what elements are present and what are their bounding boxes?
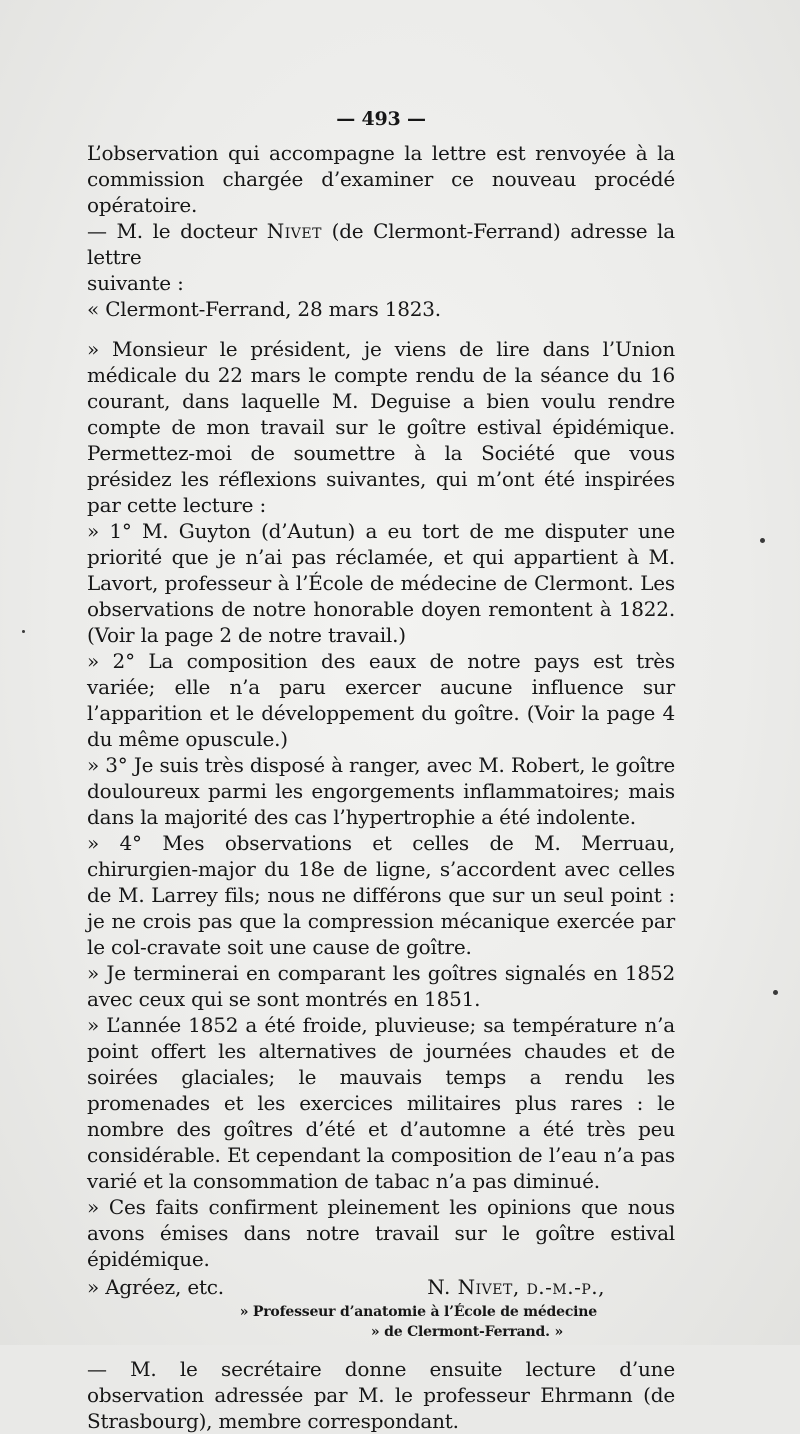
nivet-suffix: (de Clermont-Ferrand) adresse la lettre <box>87 219 675 269</box>
paragraph-year-1852: » L’année 1852 a été froide, pluvieuse; sa température n’a point offert les alternatives de journées chaudes et de soirées glaciales; le mauvais temps a rendu les promenades et les exercices militaires plus rares : le nombre des goîtres d’été et d’automne a été très peu considérable. Et cependant la composition de l’eau n’a pas varié et la consommation de tabac n’a pas diminué. <box>87 1013 675 1193</box>
paragraph-point-2: » 2° La composition des eaux de notre pays est très variée; elle n’a paru exercer aucune influence sur l’apparition et le développement du goître. (Voir la page 4 du même opuscule.) <box>87 649 675 751</box>
nivet-name: Nivet <box>266 219 322 243</box>
paragraph-comparison: » Je terminerai en comparant les goîtres signalés en 1852 avec ceux qui se sont montrés en 1851. <box>87 961 675 1011</box>
paragraph-secretary: — M. le secrétaire donne ensuite lecture d’une observation adressée par M. le professeur Ehrmann (de Strasbourg), membre correspondant. <box>87 1357 675 1433</box>
margin-speck <box>760 538 765 543</box>
nivet-prefix: — M. le docteur <box>87 219 267 243</box>
paragraph-suivante: suivante : <box>87 271 184 295</box>
signature-name: N. Nivet, d.-m.-p., <box>427 1275 605 1299</box>
paragraph-letter-opening: » Monsieur le président, je viens de lire dans l’Union médicale du 22 mars le compte rendu de la séance du 16 courant, dans laquelle M. Deguise a bien voulu rendre compte de mon travail sur le goître estival épidémique. Permettez-moi de soumettre à la Société que vous présidez les réflexions suivantes, qui m’ont été inspirées par cette lecture : <box>87 337 675 517</box>
paragraph-conclusion: » Ces faits confirment pleinement les opinions que nous avons émises dans notre travail sur le goître estival épidémique. <box>87 1195 675 1271</box>
margin-speck <box>22 630 25 633</box>
closing-formula: » Agréez, etc. <box>87 1275 224 1299</box>
signature-row <box>87 1274 675 1300</box>
paragraph-nivet-intro <box>87 218 675 270</box>
page-body <box>87 106 675 1434</box>
paragraph-point-3: » 3° Je suis très disposé à ranger, avec M. Robert, le goître douloureux parmi les engorgements inflammatoires; mais dans la majorité des cas l’hypertrophie a été indolente. <box>87 753 675 829</box>
signature-title-line1: » Professeur d’anatomie à l’École de médecine <box>239 1304 597 1320</box>
signature-title-line2: » de Clermont-Ferrand. » <box>370 1324 563 1340</box>
paragraph-observation: L’observation qui accompagne la lettre est renvoyée à la commission chargée d’examiner ce nouveau procédé opératoire. <box>87 141 675 217</box>
page-number: — 493 — <box>336 108 426 130</box>
margin-speck <box>773 990 778 995</box>
letter-dateline: « Clermont-Ferrand, 28 mars 1823. <box>87 297 441 321</box>
paragraph-point-1: » 1° M. Guyton (d’Autun) a eu tort de me disputer une priorité que je n’ai pas réclamée, et qui appartient à M. Lavort, professeur à l’École de médecine de Clermont. Les observations de notre honorable doyen remontent à 1822. (Voir la page 2 de notre travail.) <box>87 519 675 647</box>
paragraph-point-4: » 4° Mes observations et celles de M. Merruau, chirurgien-major du 18e de ligne, s’accordent avec celles de M. Larrey fils; nous ne différons que sur un seul point : je ne crois pas que la compression mécanique exercée par le col-cravate soit une cause de goître. <box>87 831 675 959</box>
